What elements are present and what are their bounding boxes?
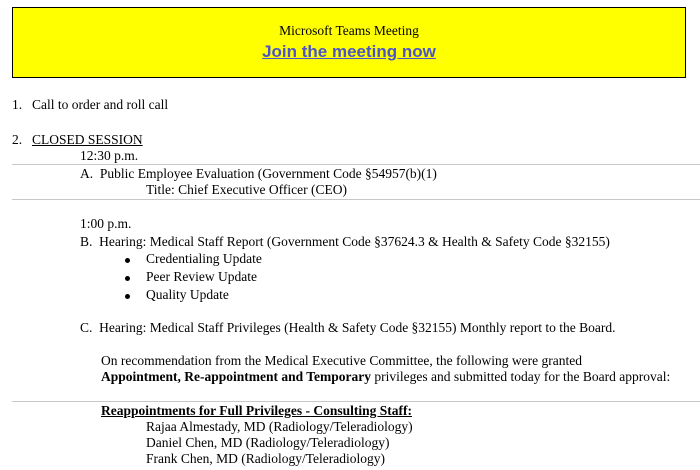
bullet-icon	[125, 294, 130, 299]
agenda-item-2-number: 2.	[12, 132, 23, 147]
bullet-icon	[125, 258, 130, 263]
time-1230: 12:30 p.m.	[80, 148, 139, 163]
section-b-citation: (Government Code §37624.3 & Health & Safety Code §32155)	[266, 234, 610, 249]
staff-entry: Rajaa Almestady, MD (Radiology/Teleradiology)	[146, 419, 413, 434]
section-c-paragraph-line-2	[101, 369, 670, 385]
bullet-item: Peer Review Update	[146, 269, 257, 284]
section-a-letter: A.	[80, 166, 94, 181]
closed-session-heading: CLOSED SESSION	[32, 132, 143, 147]
section-c-line	[80, 320, 616, 336]
divider	[12, 164, 700, 165]
staff-entry: Frank Chen, MD (Radiology/Teleradiology)	[146, 451, 386, 466]
section-a-line	[80, 166, 437, 182]
privileges-rest-text: privileges and submitted today for the Board approval:	[374, 369, 671, 384]
section-b-line	[80, 234, 610, 250]
divider	[12, 199, 700, 200]
bullet-item: Credentialing Update	[146, 251, 262, 266]
bullet-icon	[125, 276, 130, 281]
bullet-item: Quality Update	[146, 287, 229, 302]
privileges-bold-text: Appointment, Re-appointment and Temporary	[101, 369, 372, 384]
section-c-heading: Hearing: Medical Staff Privileges	[99, 320, 281, 335]
agenda-item-1-number: 1.	[12, 97, 23, 112]
meeting-title: Microsoft Teams Meeting	[279, 23, 419, 38]
agenda-item-1-label: Call to order and roll call	[32, 97, 169, 112]
section-c-paragraph-line-1: On recommendation from the Medical Executive Committee, the following were granted	[101, 353, 582, 368]
section-a-heading: Public Employee Evaluation	[99, 166, 255, 181]
staff-entry: Daniel Chen, MD (Radiology/Teleradiology)	[146, 435, 390, 450]
join-meeting-link[interactable]: Join the meeting now	[262, 42, 436, 61]
reappointments-heading: Reappointments for Full Privileges - Consulting Staff:	[101, 403, 412, 418]
section-a-title-line: Title: Chief Executive Officer (CEO)	[146, 182, 347, 197]
section-c-citation: (Health & Safety Code §32155) Monthly report to the Board.	[284, 320, 616, 335]
teams-meeting-banner	[12, 7, 686, 78]
divider	[12, 401, 700, 402]
section-a-citation: (Government Code §54957(b)(1)	[257, 166, 437, 181]
section-b-letter: B.	[80, 234, 93, 249]
time-100: 1:00 p.m.	[80, 216, 132, 231]
section-b-heading: Hearing: Medical Staff Report	[99, 234, 264, 249]
section-c-letter: C.	[80, 320, 93, 335]
